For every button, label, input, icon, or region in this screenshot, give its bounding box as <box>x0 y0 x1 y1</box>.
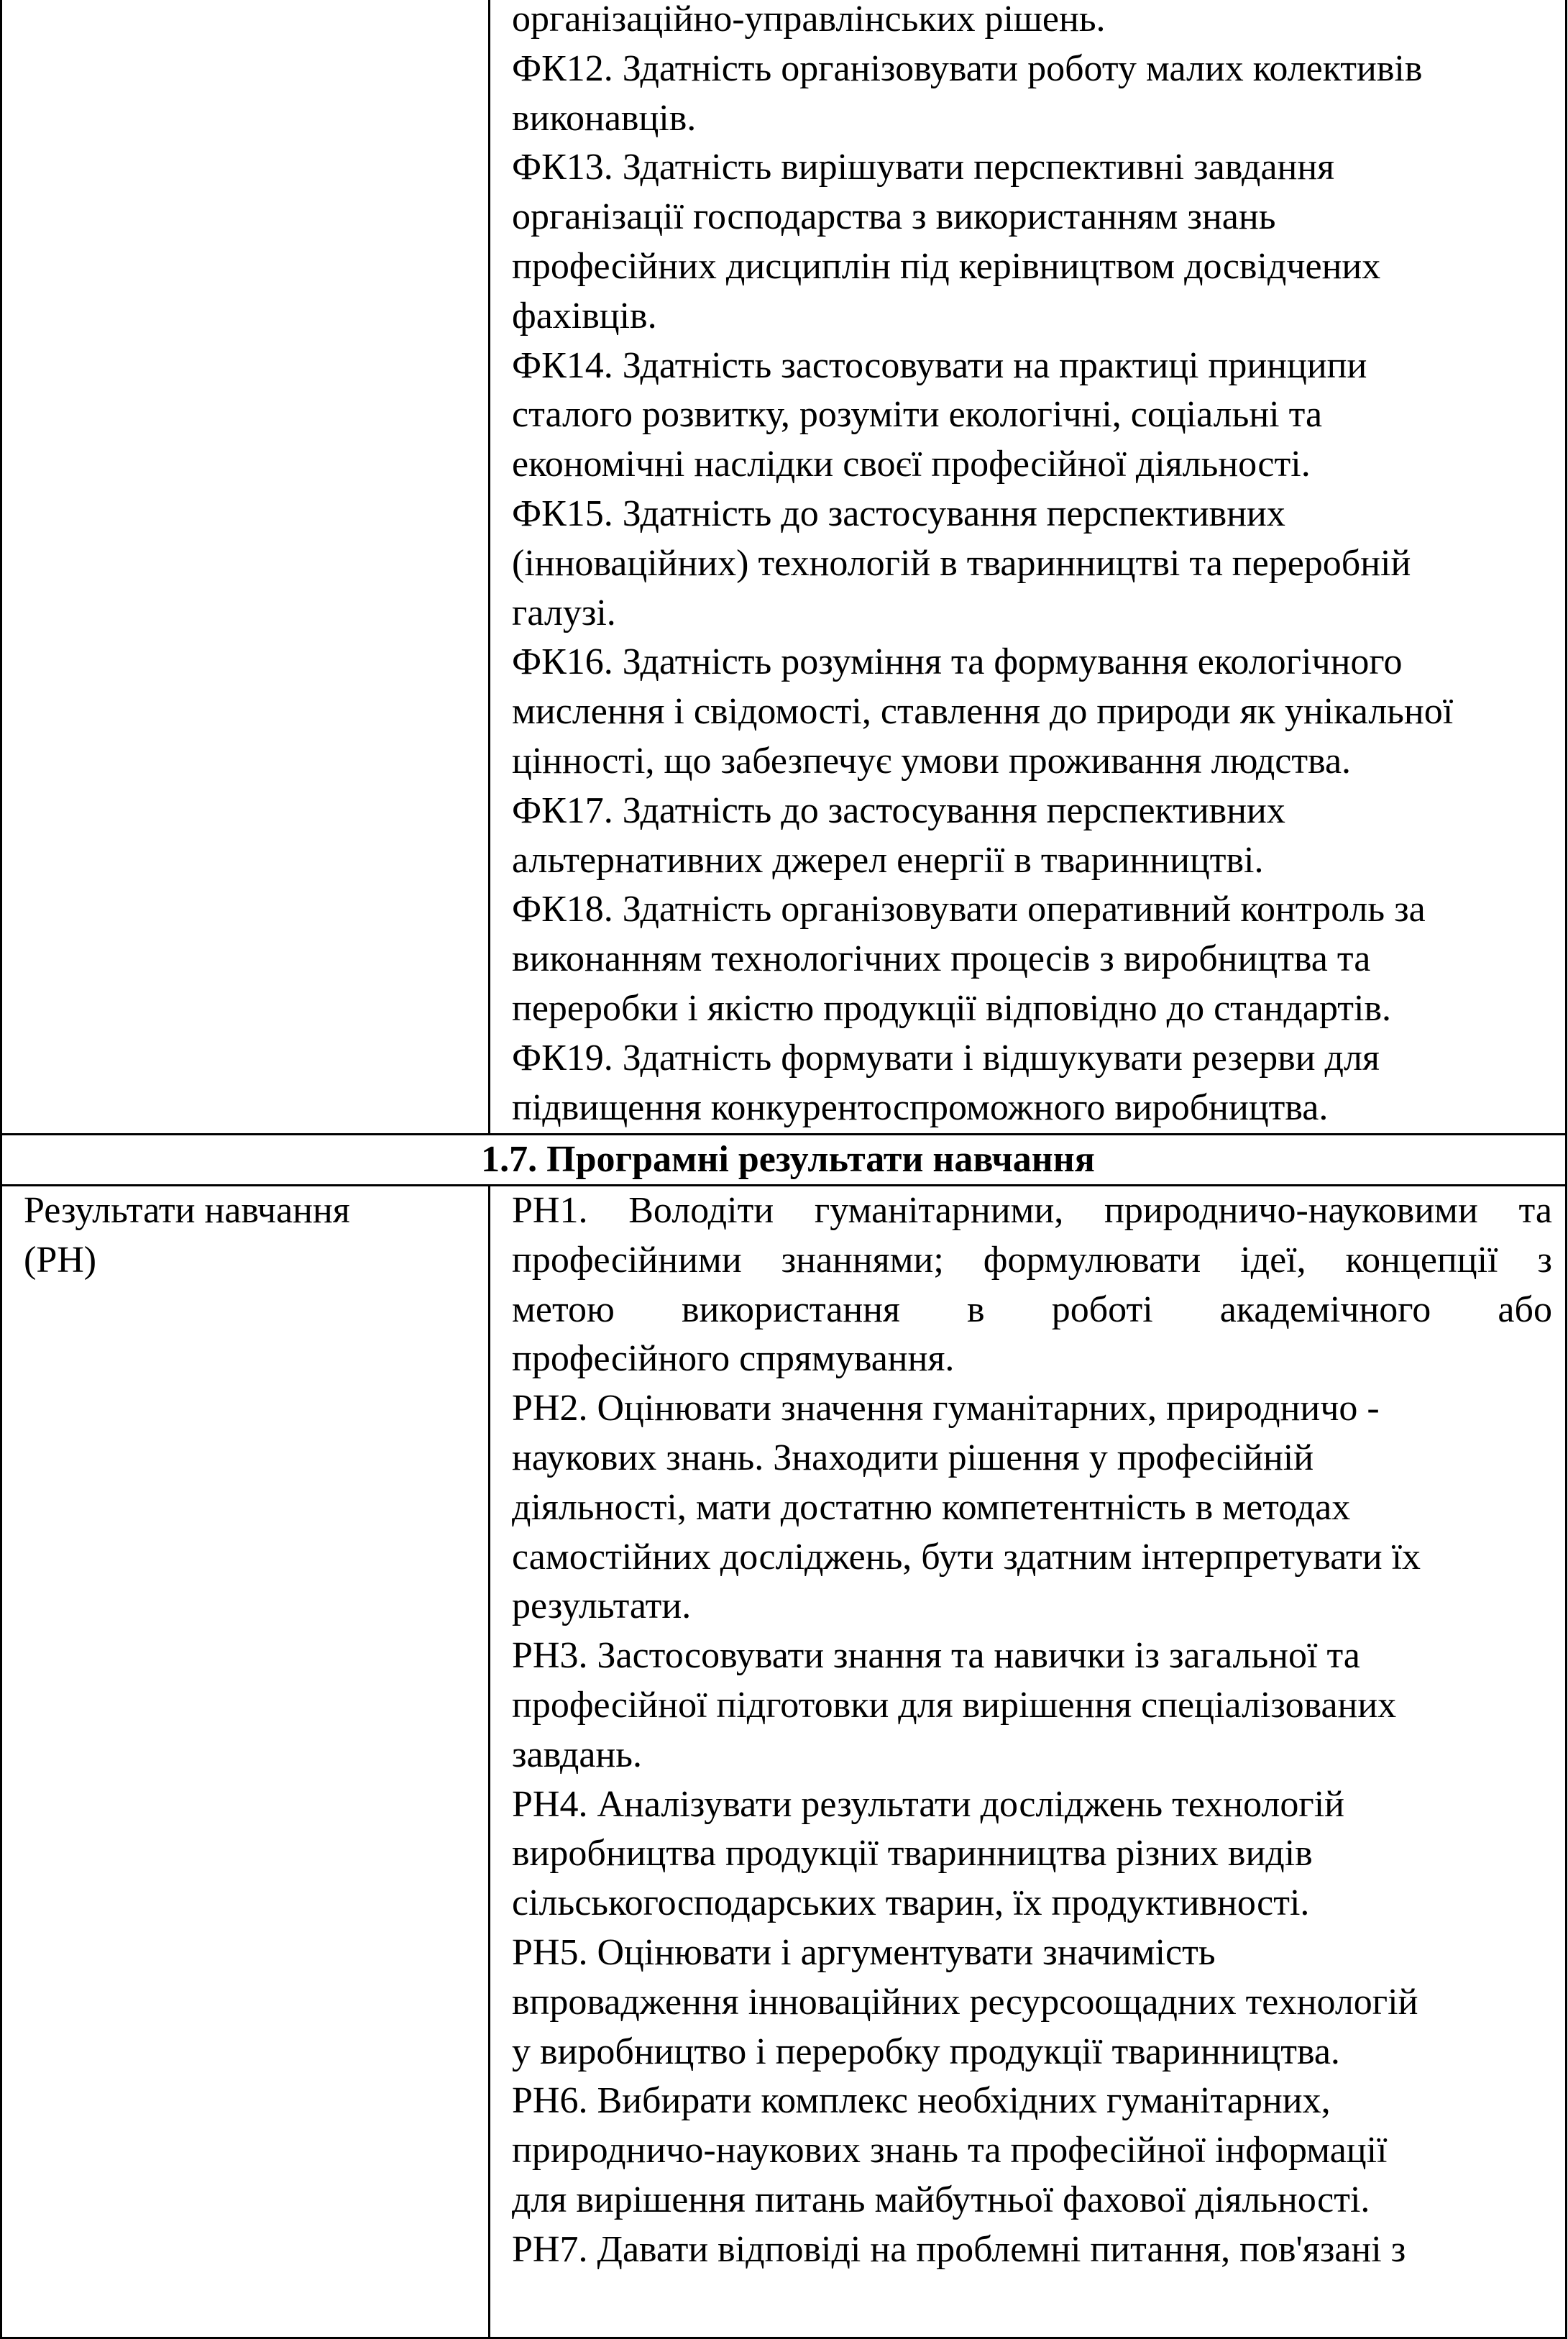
text-line: наукових знань. Знаходити рішення у професійній <box>512 1437 1314 1478</box>
word: гуманітарними, <box>814 1190 1064 1231</box>
results-label: Результати навчання <box>24 1190 350 1231</box>
text-line: природничо-наукових знань та професійної інформації <box>512 2130 1388 2171</box>
text-line: РН3. Застосовувати знання та навички із загальної та <box>512 1635 1360 1677</box>
text-line: РН5. Оцінювати і аргументувати значимість <box>512 1931 1216 1973</box>
text-line: сільськогосподарських тварин, їх продуктивності. <box>512 1882 1310 1924</box>
word: концепції <box>1345 1239 1498 1281</box>
text-line: РН6. Вибирати комплекс необхідних гуманітарних, <box>512 2080 1331 2122</box>
text-line: результати. <box>512 1585 692 1627</box>
text-line: ФК17. Здатність до застосування перспективних <box>512 789 1285 831</box>
text-line: завдань. <box>512 1734 642 1775</box>
text-line: професійних дисциплін під керівництвом досвідчених <box>512 245 1381 287</box>
word: академічного <box>1219 1288 1431 1330</box>
text-line: організації господарства з використанням знань <box>512 196 1276 238</box>
word: роботі <box>1051 1288 1153 1330</box>
text-line: ФК15. Здатність до застосування перспективних <box>512 493 1285 534</box>
table-row <box>1 1186 1567 2338</box>
text-line: галузі. <box>512 592 616 633</box>
text-line: РН7. Давати відповіді на проблемні питання, пов'язані з <box>512 2228 1406 2270</box>
text-line: ФК19. Здатність формувати і відшукувати резерви для <box>512 1037 1380 1079</box>
word: або <box>1498 1288 1552 1330</box>
justified-line <box>512 1186 1552 1236</box>
text-line: ФК14. Здатність застосовувати на практиці принципи <box>512 344 1367 386</box>
learning-outcomes-cell <box>490 1186 1567 2338</box>
text-line: фахівців. <box>512 295 657 337</box>
word: природничо-науковими <box>1104 1190 1478 1231</box>
text-line: впровадження інноваційних ресурсоощадних технологій <box>512 1981 1418 2023</box>
text-line: цінності, що забезпечує умови проживання людства. <box>512 740 1352 782</box>
justified-line <box>512 1236 1552 1286</box>
text-line: професійної підготовки для вирішення спеціалізованих <box>512 1684 1397 1726</box>
text-line: ФК16. Здатність розуміння та формування екологічного <box>512 641 1403 683</box>
competencies-cell <box>490 0 1567 1135</box>
text-line: виконавців. <box>512 97 697 139</box>
text-line: самостійних досліджень, бути здатним інтерпретувати їх <box>512 1536 1421 1578</box>
table-row <box>1 1135 1567 1186</box>
word: використання <box>681 1288 900 1330</box>
text-line: ФК13. Здатність вирішувати перспективні завдання <box>512 147 1335 188</box>
word: ідеї, <box>1240 1239 1306 1281</box>
text-line: мислення і свідомості, ставлення до природи як унікальної <box>512 691 1454 733</box>
text-line: переробки і якістю продукції відповідно до стандартів. <box>512 987 1391 1029</box>
text-line: виробництва продукції тваринництва різних видів <box>512 1833 1313 1875</box>
section-heading: 1.7. Програмні результати навчання <box>1 1135 1567 1186</box>
table-row <box>1 0 1567 1135</box>
justified-line <box>512 1286 1552 1335</box>
word: в <box>967 1288 985 1330</box>
word: Володіти <box>628 1190 774 1231</box>
word: метою <box>512 1288 615 1330</box>
text-line: професійного спрямування. <box>512 1338 955 1380</box>
word: з <box>1537 1239 1552 1281</box>
text-line: ФК12. Здатність організовувати роботу малих колективів <box>512 47 1423 89</box>
text-line: у виробництво і переробку продукції тваринництва. <box>512 2031 1340 2072</box>
word: та <box>1518 1190 1552 1231</box>
text-line: РН2. Оцінювати значення гуманітарних, природничо - <box>512 1388 1380 1429</box>
text-line: ФК18. Здатність організовувати оперативний контроль за <box>512 889 1426 930</box>
text-line: альтернативних джерел енергії в тваринництві. <box>512 839 1264 881</box>
empty-left-cell <box>1 0 490 1135</box>
text-line: виконанням технологічних процесів з виробництва та <box>512 938 1371 980</box>
text-line: підвищення конкурентоспроможного виробництва. <box>512 1086 1329 1128</box>
text-line: організаційно-управлінських рішень. <box>512 0 1106 40</box>
word: професійними <box>512 1239 742 1281</box>
text-line: для вирішення питань майбутньої фахової діяльності. <box>512 2179 1370 2220</box>
text-line: (інноваційних) технологій в тваринництві та переробній <box>512 542 1411 584</box>
text-line: сталого розвитку, розуміти екологічні, соціальні та <box>512 394 1323 436</box>
word: формулювати <box>983 1239 1201 1281</box>
word: знаннями; <box>781 1239 944 1281</box>
text-line: економічні наслідки своєї професійної діяльності. <box>512 444 1311 485</box>
text-line: діяльності, мати достатню компетентність в методах <box>512 1486 1351 1528</box>
results-label-cell <box>1 1186 490 2338</box>
results-label-abbr: (РН) <box>24 1239 97 1281</box>
text-line: РН4. Аналізувати результати досліджень технологій <box>512 1783 1344 1825</box>
word: РН1. <box>512 1190 588 1231</box>
